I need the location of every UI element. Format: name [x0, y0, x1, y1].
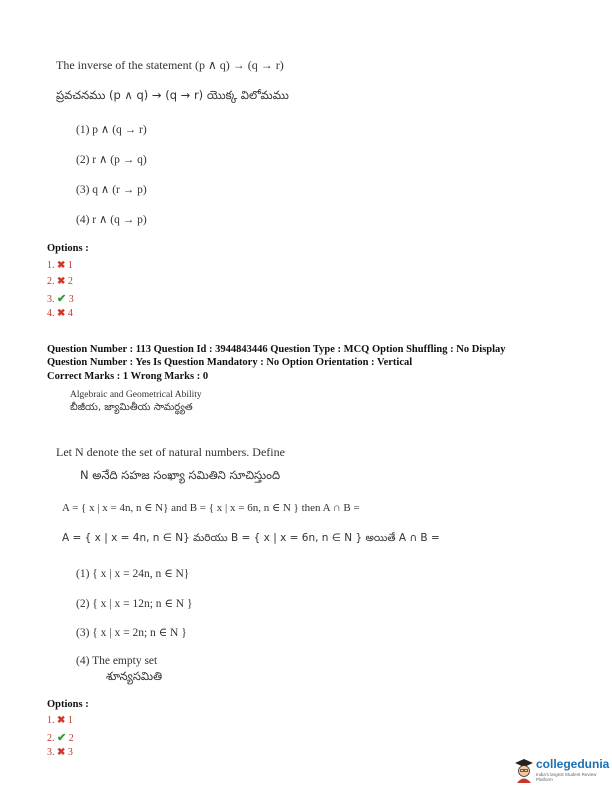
q1-choice-3: (3) q ∧ (r → p)	[76, 184, 147, 196]
cross-icon: ✖	[57, 747, 66, 758]
q2-choice-4-te: శూన్యసమితి	[106, 669, 163, 683]
answer-number: 2.	[47, 733, 55, 744]
answer-value: 1	[67, 260, 73, 271]
answer-value: 1	[67, 715, 73, 726]
graduate-avatar-icon	[514, 757, 534, 783]
question-meta-line-1: Question Number : 113 Question Id : 3944843446 Question Type : MCQ Option Shuffling : No Display	[47, 344, 506, 355]
q2-choice-1: (1) { x | x = 24n, n ∈ N}	[76, 568, 190, 580]
question-meta-line-3: Correct Marks : 1 Wrong Marks : 0	[47, 371, 209, 382]
brand-name: collegedunia	[536, 757, 610, 771]
q2-choice-4: (4) The empty set	[76, 655, 158, 667]
q1-options-label: Options :	[47, 243, 89, 254]
q1-answer-3	[47, 292, 74, 305]
answer-number: 1.	[47, 715, 55, 726]
q2-definition-en: A = { x | x = 4n, n ∈ N} and B = { x | x = 6n, n ∈ N } then A ∩ B =	[62, 502, 360, 514]
q1-answer-1	[47, 260, 73, 271]
brand-tagline: India's largest Student Review Platform	[536, 772, 597, 782]
cross-icon: ✖	[57, 260, 66, 271]
check-icon: ✔	[57, 293, 67, 305]
check-icon: ✔	[57, 732, 67, 744]
q1-choice-1: (1) p ∧ (q → r)	[76, 124, 147, 136]
section-title-te: బీజీయ, జ్యామితీయ సామర్థ్యత	[70, 402, 193, 413]
answer-number: 2.	[47, 276, 55, 287]
q2-options-label: Options :	[47, 699, 89, 710]
q2-definition-te: A = { x | x = 4n, n ∈ N} మరియు B = { x | x = 6n, n ∈ N } అయితే A ∩ B =	[62, 532, 440, 544]
answer-number: 1.	[47, 260, 55, 271]
cross-icon: ✖	[57, 715, 66, 726]
answer-value: 2	[68, 733, 74, 744]
answer-value: 3	[68, 294, 74, 305]
q1-answer-4	[47, 308, 73, 319]
q1-choice-4: (4) r ∧ (q → p)	[76, 214, 147, 226]
answer-value: 2	[67, 276, 73, 287]
q2-choice-3: (3) { x | x = 2n; n ∈ N }	[76, 627, 187, 639]
answer-number: 4.	[47, 308, 55, 319]
q2-answer-1	[47, 715, 73, 726]
q1-choice-2: (2) r ∧ (p → q)	[76, 154, 147, 166]
cross-icon: ✖	[57, 308, 66, 319]
q2-answer-3	[47, 747, 73, 758]
q1-stem-en: The inverse of the statement (p ∧ q) → (q → r)	[56, 58, 284, 72]
answer-number: 3.	[47, 747, 55, 758]
question-meta-line-2: Question Number : Yes Is Question Mandatory : No Option Orientation : Vertical	[47, 357, 413, 368]
section-title-en: Algebraic and Geometrical Ability	[70, 390, 202, 400]
q1-answer-2	[47, 276, 73, 287]
answer-value: 3	[67, 747, 73, 758]
q1-stem-te: ప్రవచనము (p ∧ q) → (q → r) యొక్క విలోమము	[56, 88, 289, 102]
q2-choice-2: (2) { x | x = 12n; n ∈ N }	[76, 598, 193, 610]
q2-stem-en: Let N denote the set of natural numbers. Define	[56, 445, 285, 459]
answer-value: 4	[67, 308, 73, 319]
answer-number: 3.	[47, 294, 55, 305]
q2-answer-2	[47, 731, 74, 744]
cross-icon: ✖	[57, 276, 66, 287]
q2-stem-te: N అనేది సహజ సంఖ్యా సమితిని సూచిస్తుంది	[80, 468, 281, 482]
collegedunia-logo	[514, 755, 610, 787]
